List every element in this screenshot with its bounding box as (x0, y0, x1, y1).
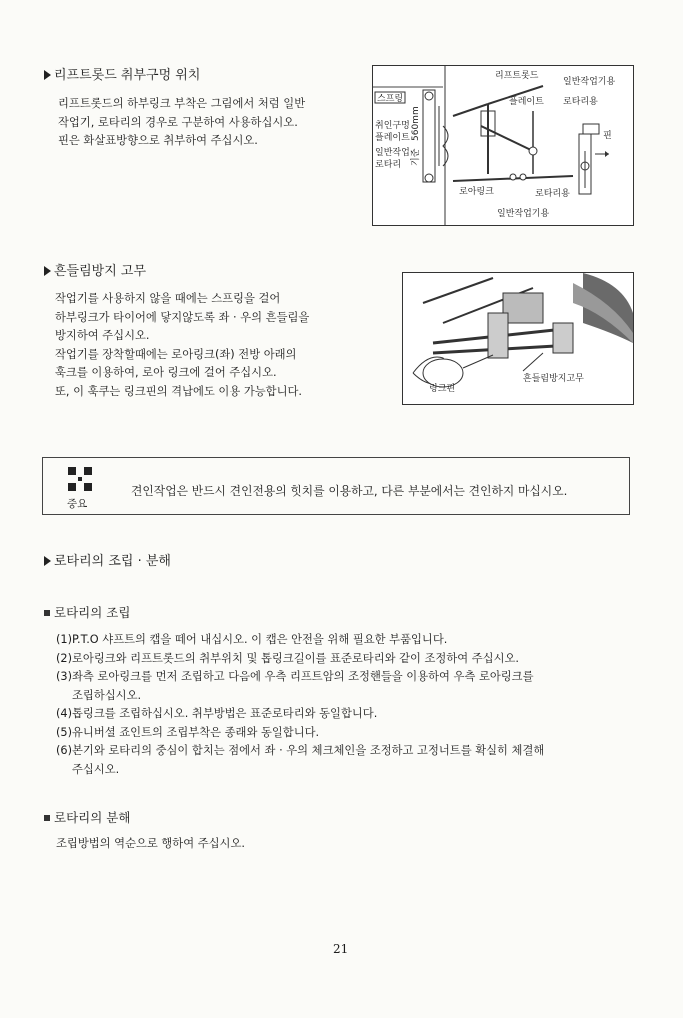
fig-label-rotary-bottom: 로타리용 (535, 189, 570, 199)
subsection-title-disassembly: 로타리의 분해 (44, 808, 130, 826)
triangle-bullet-icon (44, 266, 51, 276)
fig-label-pin: 핀 (603, 131, 612, 141)
fig-label-general-left: 일반작업 (375, 148, 410, 158)
triangle-bullet-icon (44, 70, 51, 80)
fig-label-lower-link: 로아링크 (459, 187, 494, 197)
sway-paragraph (55, 290, 309, 401)
section-title-rotary: 로타리의 조립 · 분해 (44, 550, 171, 569)
text-line: 방지하여 주십시오. (55, 329, 150, 342)
notice-text: 견인작업은 반드시 견인전용의 힛치를 이용하고, 다른 부분에서는 견인하지 마십시오. (131, 484, 568, 498)
triangle-bullet-icon (44, 556, 51, 566)
list-item: (6)본기와 로타리의 중심이 합치는 점에서 좌 · 우의 체크체인을 조정하고 고정너트를 확실히 체결해 (56, 744, 545, 757)
fig-label-dim2: 기준 (411, 148, 421, 166)
square-bullet-icon (44, 610, 50, 616)
text-line: 훅크를 이용하여, 로아 링크에 걸어 주십시오. (55, 366, 277, 379)
fig-label-plate-left: 플레이트 (375, 133, 410, 143)
fig-label-dim: 560mm (411, 106, 421, 141)
text-line: 또, 이 훅쿠는 링크핀의 격납에도 이용 가능합니다. (55, 384, 302, 398)
page-number: 21 (333, 942, 349, 956)
sway-figure (402, 272, 634, 405)
text-line: 작업기, 로타리의 경우로 구분하여 사용하십시오. (58, 115, 298, 129)
fig-label-hole: 취인구멍 (375, 121, 410, 131)
text-line: 리프트롯드의 하부링크 부착은 그림에서 처럼 일반 (58, 97, 306, 110)
list-item: (5)유니버셜 죠인트의 조립부착은 종래와 동일합니다. (56, 725, 320, 739)
text-line: 하부링크가 타이어에 닿지않도록 좌 · 우의 흔들림을 (55, 310, 310, 324)
section-title-liftrod: 리프트롯드 취부구멍 위치 (44, 64, 200, 83)
fig-label-sway-rubber: 흔들림방지고무 (523, 374, 584, 384)
fig-label-rotary-top: 로타리용 (563, 97, 598, 107)
liftrod-figure (372, 65, 634, 226)
fig-label-general-top: 일반작업기용 (563, 77, 616, 87)
list-item: (1)P.T.O 샤프트의 캡을 떼어 내십시오. 이 캡은 안전을 위해 필요한 부품입니다. (56, 633, 448, 646)
fig-label-spring: 스프링 (377, 94, 404, 104)
list-item: 조립하십시오. (72, 688, 142, 702)
list-item: (2)로아링크와 리프트롯드의 취부위치 및 톱링크길이를 표준로타리와 같이 조정하여 주십시오. (56, 651, 520, 665)
text-line: 핀은 화살표방향으로 취부하여 주십시오. (58, 134, 258, 147)
fig-label-rotary-left: 로타리 (375, 160, 402, 170)
text-line: 작업기를 장착할때에는 로아링크(좌) 전방 아래의 (55, 347, 297, 361)
square-bullet-icon (44, 815, 50, 821)
warning-icon (67, 466, 93, 492)
text-line: 작업기를 사용하지 않을 때에는 스프링을 걸어 (55, 292, 281, 305)
section-title-sway: 흔들림방지 고무 (44, 260, 146, 279)
list-item: (4)톱링크를 조립하십시오. 취부방법은 표준로타리와 동일합니다. (56, 707, 378, 720)
fig-label-plate-top: 플레이트 (509, 97, 544, 107)
important-notice (42, 457, 630, 515)
important-tag: 중요 (67, 498, 88, 510)
subsection-title-assembly: 로타리의 조립 (44, 603, 130, 621)
fig-label-lift-rod: 리프트롯드 (495, 71, 539, 81)
disassembly-text: 조립방법의 역순으로 행하여 주십시오. (56, 837, 245, 850)
list-item: (3)좌측 로아링크를 먼저 조립하고 다음에 우측 리프트암의 조정핸들을 이용하여 우측 로아링크를 (56, 670, 534, 683)
fig-label-link-pin: 링크핀 (429, 384, 456, 394)
fig-label-general-bottom: 일반작업기용 (497, 209, 550, 219)
liftrod-paragraph (58, 95, 305, 151)
list-item: 주십시오. (72, 762, 120, 776)
assembly-list (56, 631, 544, 779)
